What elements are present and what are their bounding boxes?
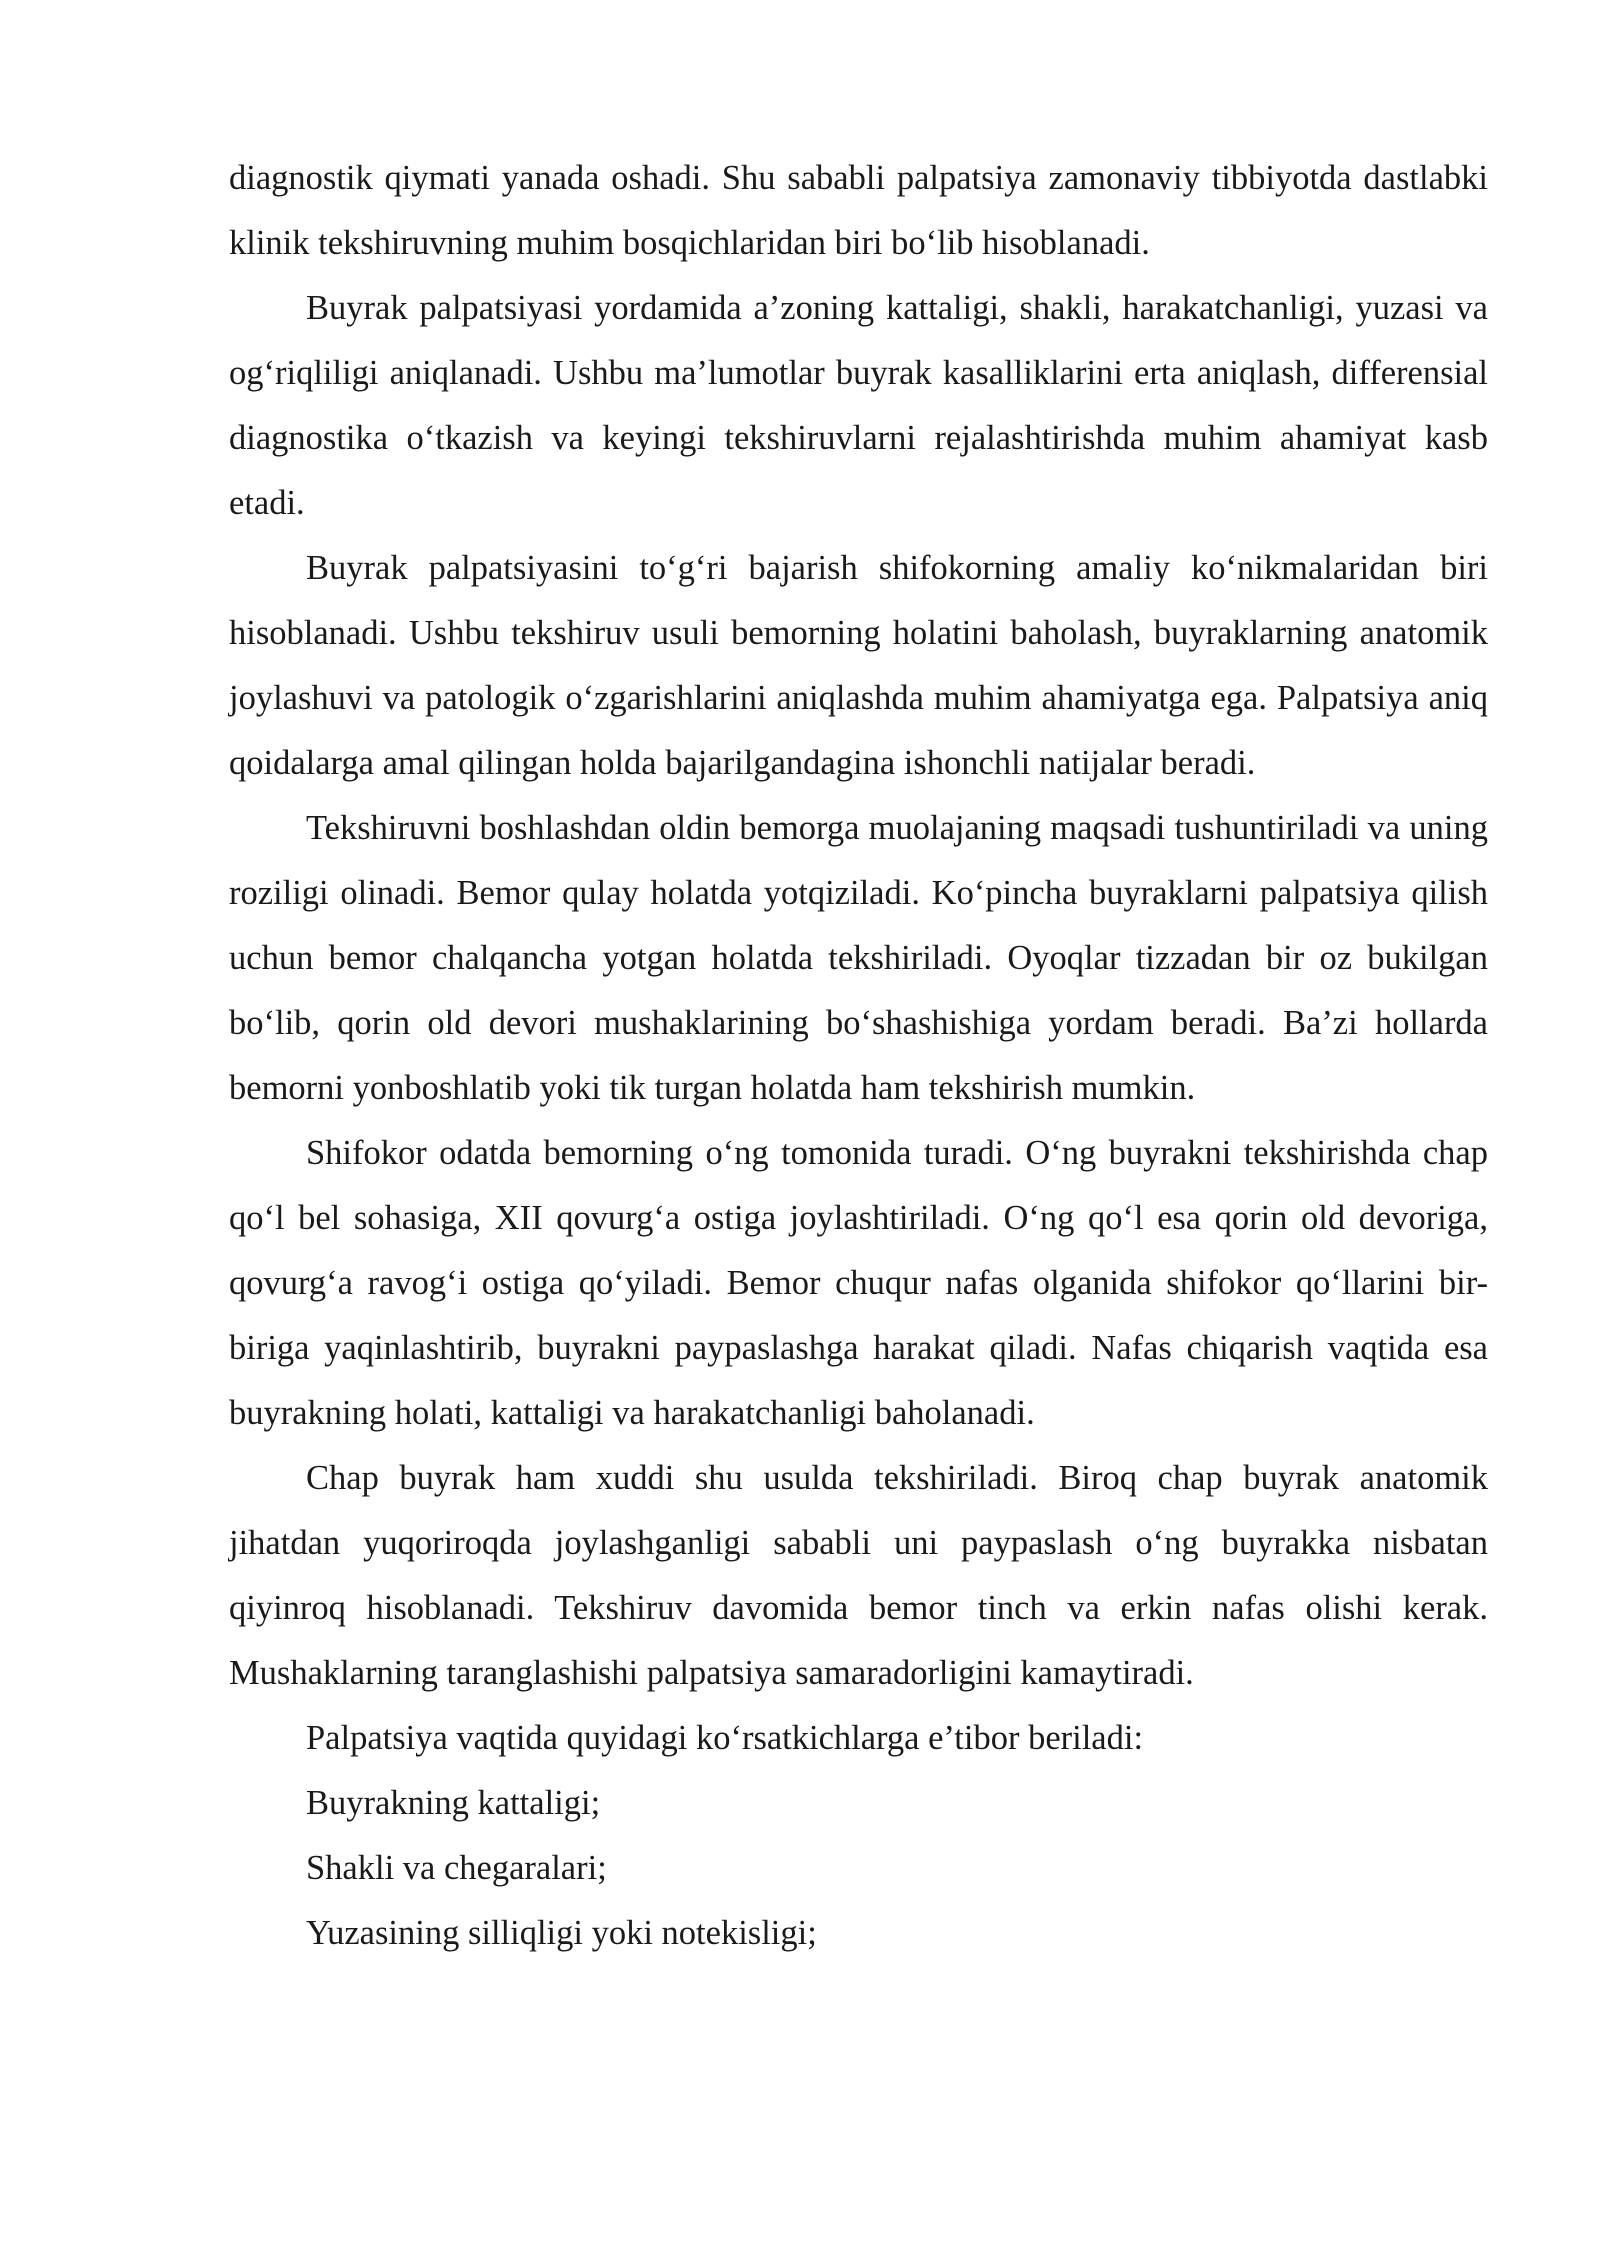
list-item: Yuzasining silliqligi yoki notekisligi; (306, 1914, 817, 1952)
paragraph-left-kidney-technique: Chap buyrak ham xuddi shu usulda tekshiriladi. Biroq chap buyrak anatomik jihatdan yuqoriroqda joylashganligi sababli uni paypaslash o‘ng buyrakka nisbatan qiyinroq hisoblanadi. Tekshiruv davomida bemor tinch va erkin nafas olishi kerak. Mushaklarning taranglashishi palpatsiya samaradorligini kamaytiradi. (229, 1459, 1488, 1692)
list-item: Shakli va chegaralari; (306, 1849, 607, 1887)
paragraph-palpation-skill: Buyrak palpatsiyasini to‘g‘ri bajarish shifokorning amaliy ko‘nikmalaridan biri hisoblanadi. Ushbu tekshiruv usuli bemorning holatini baholash, buyraklarning anatomik joylashuvi va patologik o‘zgarishlarini aniqlashda muhim ahamiyatga ega. Palpatsiya aniq qoidalarga amal qilingan holda bajarilgandagina ishonchli natijalar beradi. (229, 549, 1488, 782)
paragraph-kidney-palpation-purpose: Buyrak palpatsiyasi yordamida a’zoning kattaligi, shakli, harakatchanligi, yuzasi va og‘riqliligi aniqlanadi. Ushbu ma’lumotlar buyrak kasalliklarini erta aniqlash, differensial diagnostika o‘tkazish va keyingi tekshiruvlarni rejalashtirishda muhim ahamiyat kasb etadi. (229, 289, 1488, 522)
paragraph-continuation: diagnostik qiymati yanada oshadi. Shu sababli palpatsiya zamonaviy tibbiyotda dastlabki klinik tekshiruvning muhim bosqichlaridan biri bo‘lib hisoblanadi. (229, 159, 1488, 262)
paragraph-indicators-intro: Palpatsiya vaqtida quyidagi ko‘rsatkichlarga e’tibor beriladi: (306, 1719, 1144, 1757)
paragraph-right-kidney-technique: Shifokor odatda bemorning o‘ng tomonida turadi. O‘ng buyrakni tekshirishda chap qo‘l bel sohasiga, XII qovurg‘a ostiga joylashtiriladi. O‘ng qo‘l esa qorin old devoriga, qovurg‘a ravog‘i ostiga qo‘yiladi. Bemor chuqur nafas olganida shifokor qo‘llarini bir-biriga yaqinlashtirib, buyrakni paypaslashga harakat qiladi. Nafas chiqarish vaqtida esa buyrakning holati, kattaligi va harakatchanligi baholanadi. (229, 1134, 1488, 1432)
paragraph-patient-preparation: Tekshiruvni boshlashdan oldin bemorga muolajaning maqsadi tushuntiriladi va uning roziligi olinadi. Bemor qulay holatda yotqiziladi. Ko‘pincha buyraklarni palpatsiya qilish uchun bemor chalqancha yotgan holatda tekshiriladi. Oyoqlar tizzadan bir oz bukilgan bo‘lib, qorin old devori mushaklarining bo‘shashishiga yordam beradi. Ba’zi hollarda bemorni yonboshlatib yoki tik turgan holatda ham tekshirish mumkin. (229, 809, 1488, 1107)
list-item: Buyrakning kattaligi; (306, 1784, 601, 1822)
document-body (229, 146, 1488, 1966)
